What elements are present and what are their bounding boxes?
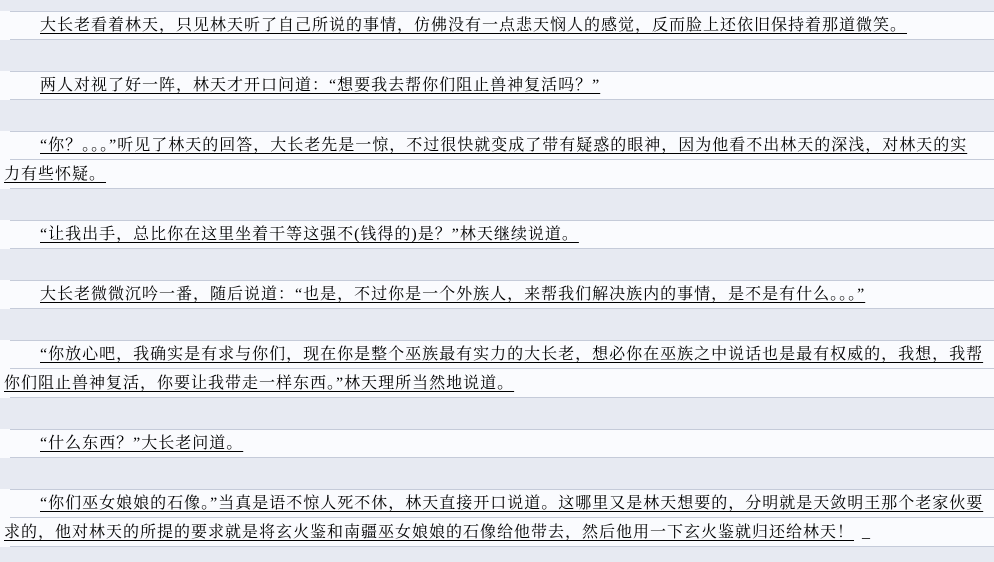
paragraph-text: “你放心吧，我确实是有求与你们，现在你是整个巫族最有实力的大长老，想必你在巫族之中说话也是最有权威的，我想，我帮你们阻止兽神复活，你要让我带走一样东西。”林天理所当然地说道。 (4, 346, 984, 392)
paragraph-text: “什么东西？”大长老问道。 (40, 435, 244, 452)
paragraph (0, 280, 994, 309)
paragraph (0, 131, 994, 189)
paragraph (0, 11, 994, 40)
paragraph (0, 340, 994, 398)
paragraph-text: “你？。。。”听见了林天的回答，大长老先是一惊，不过很快就变成了带有疑惑的眼神，因为他看不出林天的深浅，对林天的实力有些怀疑。 (4, 137, 968, 183)
paragraph-text: “你们巫女娘娘的石像。”当真是语不惊人死不休，林天直接开口说道。这哪里又是林天想要的，分明就是天敛明王那个老家伙要求的，他对林天的所提的要求就是将玄火鉴和南疆巫女娘娘的石像给他带去，然后他用一下玄火鉴就归还给林天！ (4, 495, 984, 541)
paragraph-text: 大长老看着林天，只见林天听了自己所说的事情，仿佛没有一点悲天悯人的感觉，反而脸上还依旧保持着那道微笑。 (40, 17, 908, 34)
paragraph (0, 220, 994, 249)
paragraph-text: 大长老微微沉吟一番，随后说道：“也是，不过你是一个外族人，来帮我们解决族内的事情，是不是有什么。。。” (40, 286, 866, 303)
paragraph-text: 两人对视了好一阵，林天才开口问道：“想要我去帮你们阻止兽神复活吗？” (40, 77, 601, 94)
paragraph (0, 71, 994, 100)
paragraph (0, 429, 994, 458)
paragraph (0, 489, 994, 547)
paragraph-text: “让我出手，总比你在这里坐着干等这强不(钱得的)是？”林天继续说道。 (40, 226, 579, 243)
text-cursor: _ (862, 524, 871, 541)
